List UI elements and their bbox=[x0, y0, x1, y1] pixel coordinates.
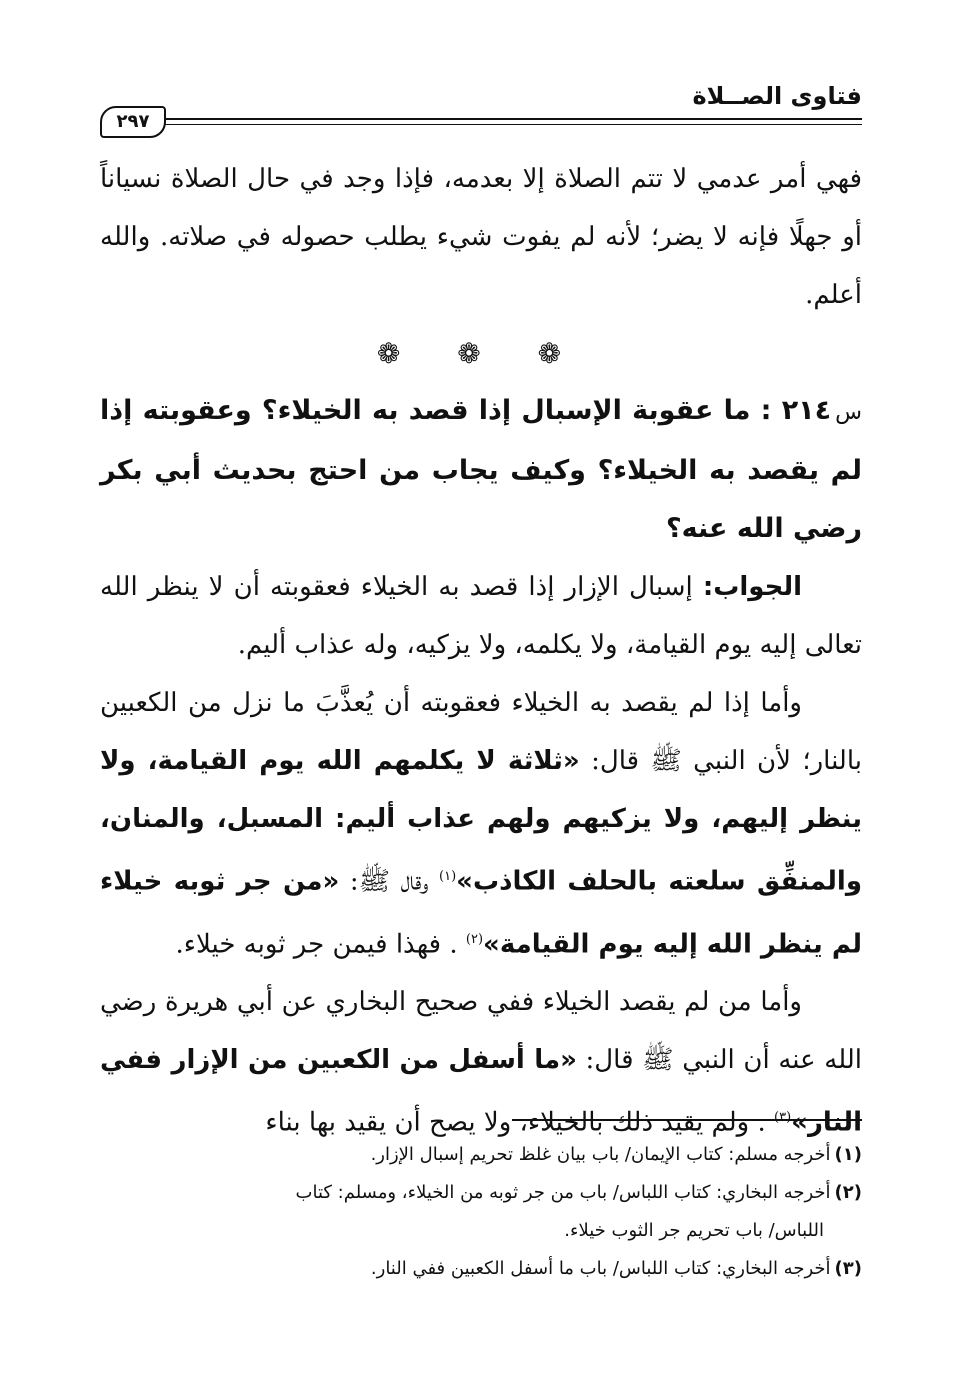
question-text: ٢١٤ : ما عقوبة الإسبال إذا قصد به الخيلاء؟ وعقوبته إذا لم يقصد به الخيلاء؟ وكيف يجاب من احتج بحديث أبي بكر رضي الله عنه؟ bbox=[100, 395, 862, 544]
footnote-text: أخرجه البخاري: كتاب اللباس/ باب ما أسفل الكعبين ففي النار. bbox=[370, 1258, 831, 1279]
answer-paragraph-2 bbox=[100, 674, 862, 973]
footnote-3 bbox=[100, 1250, 862, 1288]
answer-paragraph-3 bbox=[100, 973, 862, 1152]
hadith-quote-3: «ما أسفل من الكعبين من الإزار ففي النار» bbox=[100, 1045, 862, 1138]
answer-text-1: إسبال الإزار إذا قصد به الخيلاء فعقوبته أن لا ينظر الله تعالى إليه يوم القيامة، ولا يكلمه، ولا يزكيه، وله عذاب أليم. bbox=[100, 572, 862, 660]
header-rule bbox=[158, 118, 862, 125]
main-text bbox=[100, 150, 862, 1152]
footnote-ref-1: (١) bbox=[439, 869, 457, 884]
footnote-number: (٢) bbox=[834, 1182, 862, 1203]
footnote-2 bbox=[100, 1174, 862, 1212]
hadith-quote-1: «ثلاثة لا يكلمهم الله يوم القيامة، ولا ينظر إليهم، ولا يزكيهم ولهم عذاب أليم: المسبل، والمنان، والمنفِّق سلعته بالحلف الكاذب» bbox=[100, 746, 862, 897]
page-number: ٢٩٧ bbox=[100, 106, 166, 138]
page-header bbox=[100, 82, 862, 132]
answer-label: الجواب: bbox=[702, 572, 802, 602]
footnote-2-continuation: اللباس/ باب تحريم جر الثوب خيلاء. bbox=[564, 1220, 824, 1241]
question bbox=[100, 382, 862, 558]
footnote-ref-2: (٢) bbox=[465, 931, 484, 947]
intro-paragraph: فهي أمر عدمي لا تتم الصلاة إلا بعدمه، فإذا وجد في حال الصلاة نسياناً أو جهلًا فإنه لا يضر؛ لأنه لم يفوت شيء يطلب حصوله في صلاته. والله أعلم. bbox=[100, 164, 862, 310]
section-separator: ❁ ❁ ❁ bbox=[376, 337, 586, 370]
answer-text-2a: وأما إذا لم يقصد به الخيلاء فعقوبته أن يُعذَّبَ ما نزل من الكعبين بالنار؛ لأن النبي ﷺ قال: bbox=[100, 688, 862, 776]
answer-paragraph-1 bbox=[100, 558, 862, 674]
hadith-quote-2: «من جر ثوبه خيلاء لم ينظر الله إليه يوم القيامة» bbox=[100, 866, 862, 960]
answer-text-3a: وأما من لم يقصد الخيلاء ففي صحيح البخاري عن أبي هريرة رضي الله عنه أن النبي ﷺ قال: bbox=[100, 987, 862, 1076]
footnote-number: (١) bbox=[834, 1144, 862, 1165]
footnote-ref-3: (٣) bbox=[774, 1110, 792, 1126]
answer-text-3b: . ولم يقيد ذلك بالخيلاء، ولا يصح أن يقيد بها بناء bbox=[265, 1107, 775, 1138]
footnotes bbox=[100, 1136, 862, 1288]
answer-text-2b: وقال ﷺ: bbox=[339, 866, 440, 897]
footnote-divider bbox=[512, 1119, 862, 1121]
book-title: فتاوى الصــلاة bbox=[692, 82, 862, 110]
footnote-number: (٣) bbox=[834, 1258, 862, 1279]
answer-text-2c: . فهذا فيمن جر ثوبه خيلاء. bbox=[175, 929, 466, 960]
footnote-text: أخرجه مسلم: كتاب الإيمان/ باب بيان غلظ تحريم إسبال الإزار. bbox=[370, 1144, 831, 1165]
question-marker: س bbox=[835, 400, 862, 425]
footnote-text: أخرجه البخاري: كتاب اللباس/ باب من جر ثوبه من الخيلاء، ومسلم: كتاب bbox=[295, 1182, 831, 1203]
footnote-1 bbox=[100, 1136, 862, 1174]
